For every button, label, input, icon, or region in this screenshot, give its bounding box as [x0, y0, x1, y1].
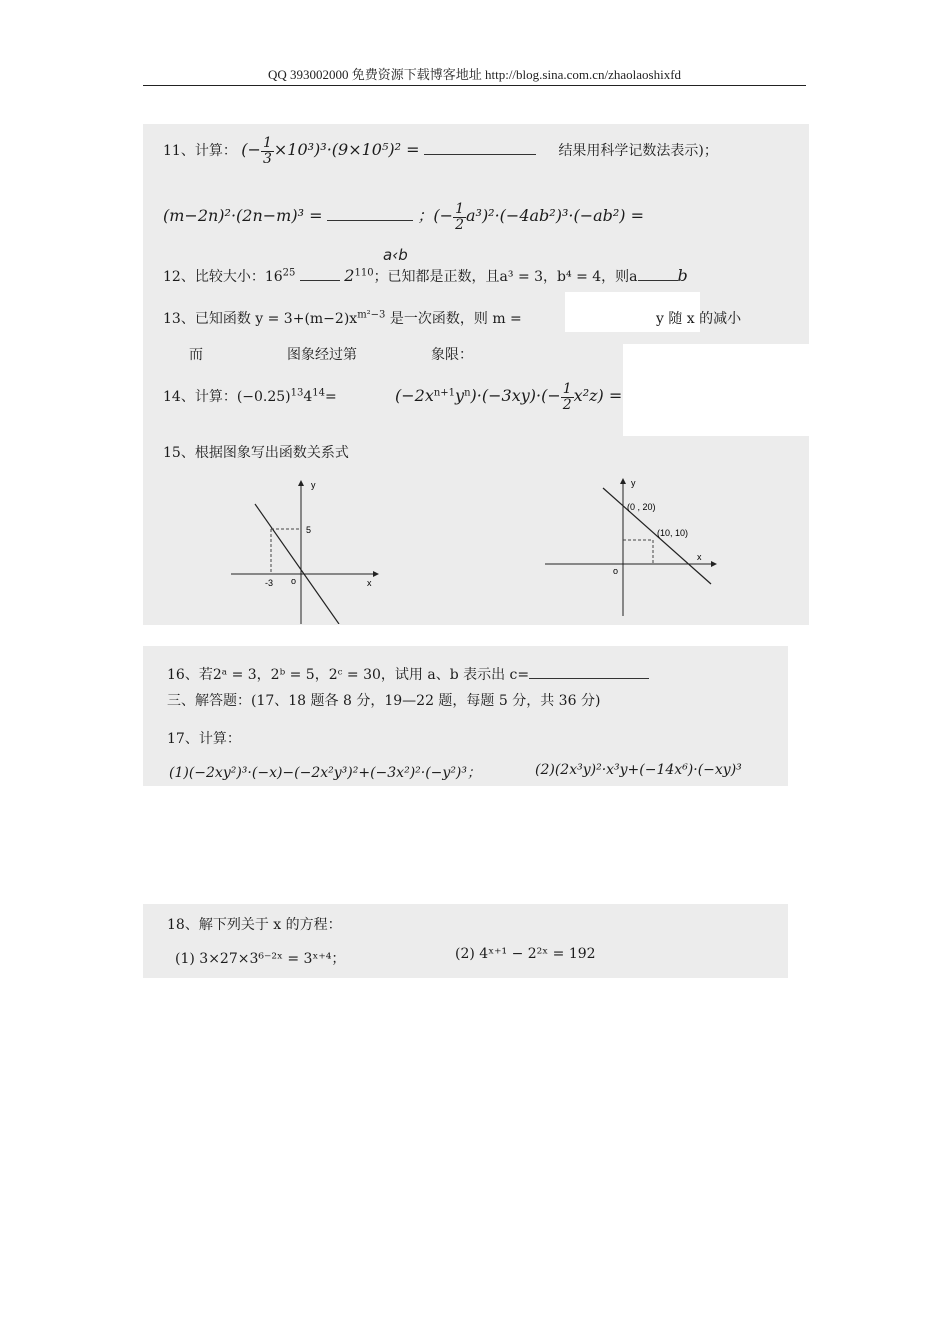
q11-expr-a-rest: ×10³)³·(9×10⁵)² = — [273, 140, 420, 160]
denominator: 3 — [262, 150, 272, 167]
answer-blank[interactable] — [424, 154, 536, 155]
q13-text4: 而 — [189, 347, 203, 363]
q11-note: 结果用科学记数法表示)； — [558, 143, 718, 160]
denominator: 2 — [455, 216, 464, 233]
answer-blank[interactable] — [529, 678, 649, 679]
tick-x-label: -3 — [265, 578, 274, 588]
whiteout-patch — [623, 344, 809, 436]
q14-expr2-exp1: n+1 — [433, 387, 456, 399]
x-arrow — [373, 571, 379, 577]
q13-text2: 是一次函数，则 m = — [389, 311, 522, 327]
q11-line-1 — [163, 136, 718, 166]
q11-label: 11、计算： — [163, 143, 237, 160]
scan-block-1 — [143, 124, 809, 625]
q14-expr2-rest: )·(−3xy)·(− — [470, 386, 561, 406]
q14-mid: 4 — [303, 389, 313, 405]
q13-line-2 — [189, 344, 473, 364]
q14-expr2-exp2: n — [464, 387, 471, 399]
tick-y-label: 5 — [306, 525, 312, 535]
q12-end: b — [677, 266, 688, 285]
q14-expr2 — [395, 382, 622, 412]
q13-exp: m²−3 — [357, 309, 386, 321]
q13-text1: 13、已知函数 y = 3+(m−2)x — [163, 311, 358, 327]
q13-text5: 图象经过第 — [287, 347, 357, 363]
q11-expr-a-prefix: (− — [241, 140, 261, 160]
scan-block-2 — [143, 646, 788, 978]
origin-label: o — [291, 576, 297, 586]
x-arrow — [711, 561, 717, 567]
q12-rest: ；已知都是正数，且a³ = 3，b⁴ = 4，则a — [373, 269, 638, 285]
q17-label: 17、计算： — [167, 731, 241, 747]
y-axis-label: y — [631, 478, 636, 488]
numerator: 1 — [262, 135, 272, 151]
q11-fraction — [261, 136, 274, 166]
q11-line-2 — [163, 202, 644, 232]
function-line — [255, 504, 339, 624]
q13-text6: 象限： — [431, 347, 473, 363]
q16-text: 16、若2ᵃ = 3，2ᵇ = 5，2ᶜ = 30，试用 a、b 表示出 c= — [167, 667, 530, 683]
graph-2 — [543, 476, 723, 618]
q14-expr2-end: x²z) = — [573, 386, 623, 406]
q11-expr-c-prefix: ；(− — [417, 206, 454, 226]
q18-part2: (2) 4ˣ⁺¹ − 2²ˣ = 192 — [455, 946, 596, 962]
origin-label: o — [613, 566, 619, 576]
y-axis-label: y — [311, 480, 316, 490]
y-arrow — [620, 478, 626, 484]
q12-line — [163, 266, 688, 286]
q12-label: 12、比较大小：16 — [163, 269, 283, 285]
q17-part1: (1)(−2xy²)³·(−x)−(−2x²y³)²+(−3x²)²·(−y²)³； — [169, 765, 482, 781]
q11-fraction-2 — [453, 202, 466, 232]
answer-blank[interactable] — [327, 220, 413, 221]
q16-line — [167, 664, 649, 684]
point-2-label: (10, 10) — [657, 528, 689, 538]
q13-line-1 — [163, 308, 742, 328]
page-header: QQ 393002000 免费资源下载博客地址 http://blog.sina.com.cn/zhaolaoshixfd — [267, 67, 682, 82]
q14-eq: = — [325, 389, 337, 405]
q18-part1: (1) 3×27×3⁶⁻²ˣ = 3ˣ⁺⁴； — [175, 951, 346, 967]
q11-expr-b: (m−2n)²·(2n−m)³ = — [163, 206, 323, 226]
q14-expr2-mid: y — [455, 386, 465, 406]
q12-mid: 2 — [344, 266, 355, 285]
q15-label: 15、根据图象写出函数关系式 — [163, 445, 349, 461]
whiteout-patch — [143, 786, 788, 904]
numerator: 1 — [455, 201, 464, 217]
q14-label: 14、计算：(−0.25) — [163, 389, 291, 405]
q14-fraction — [561, 382, 574, 412]
section-3-heading: 三、解答题：(17、18 题各 8 分，19—22 题，每题 5 分，共 36 分) — [167, 693, 601, 709]
q13-text3: y 随 x 的减小 — [656, 311, 742, 327]
point-1-label: (0 , 20) — [627, 502, 656, 512]
q17-part2: (2)(2x³y)²·x³y+(−14x⁶)·(−xy)³ — [535, 762, 742, 778]
q12-handwriting: a‹b — [383, 246, 408, 264]
y-arrow — [298, 480, 304, 486]
q14-line — [163, 386, 337, 406]
q14-exp2: 14 — [312, 387, 326, 399]
q14-exp1: 13 — [290, 387, 304, 399]
x-axis-label: x — [367, 578, 372, 588]
q12-exp1: 25 — [282, 267, 296, 279]
q18-label: 18、解下列关于 x 的方程： — [167, 917, 342, 933]
answer-blank[interactable] — [300, 280, 340, 281]
header-rule — [143, 85, 806, 86]
denominator: 2 — [562, 396, 572, 413]
q14-expr2-prefix: (−2x — [395, 386, 434, 406]
graph-1 — [227, 478, 387, 624]
q11-expr-c-rest: a³)²·(−4ab²)³·(−ab²) = — [465, 206, 645, 226]
numerator: 1 — [562, 381, 572, 397]
x-axis-label: x — [697, 552, 702, 562]
answer-blank[interactable] — [638, 280, 678, 281]
q12-exp2: 110 — [354, 267, 374, 279]
